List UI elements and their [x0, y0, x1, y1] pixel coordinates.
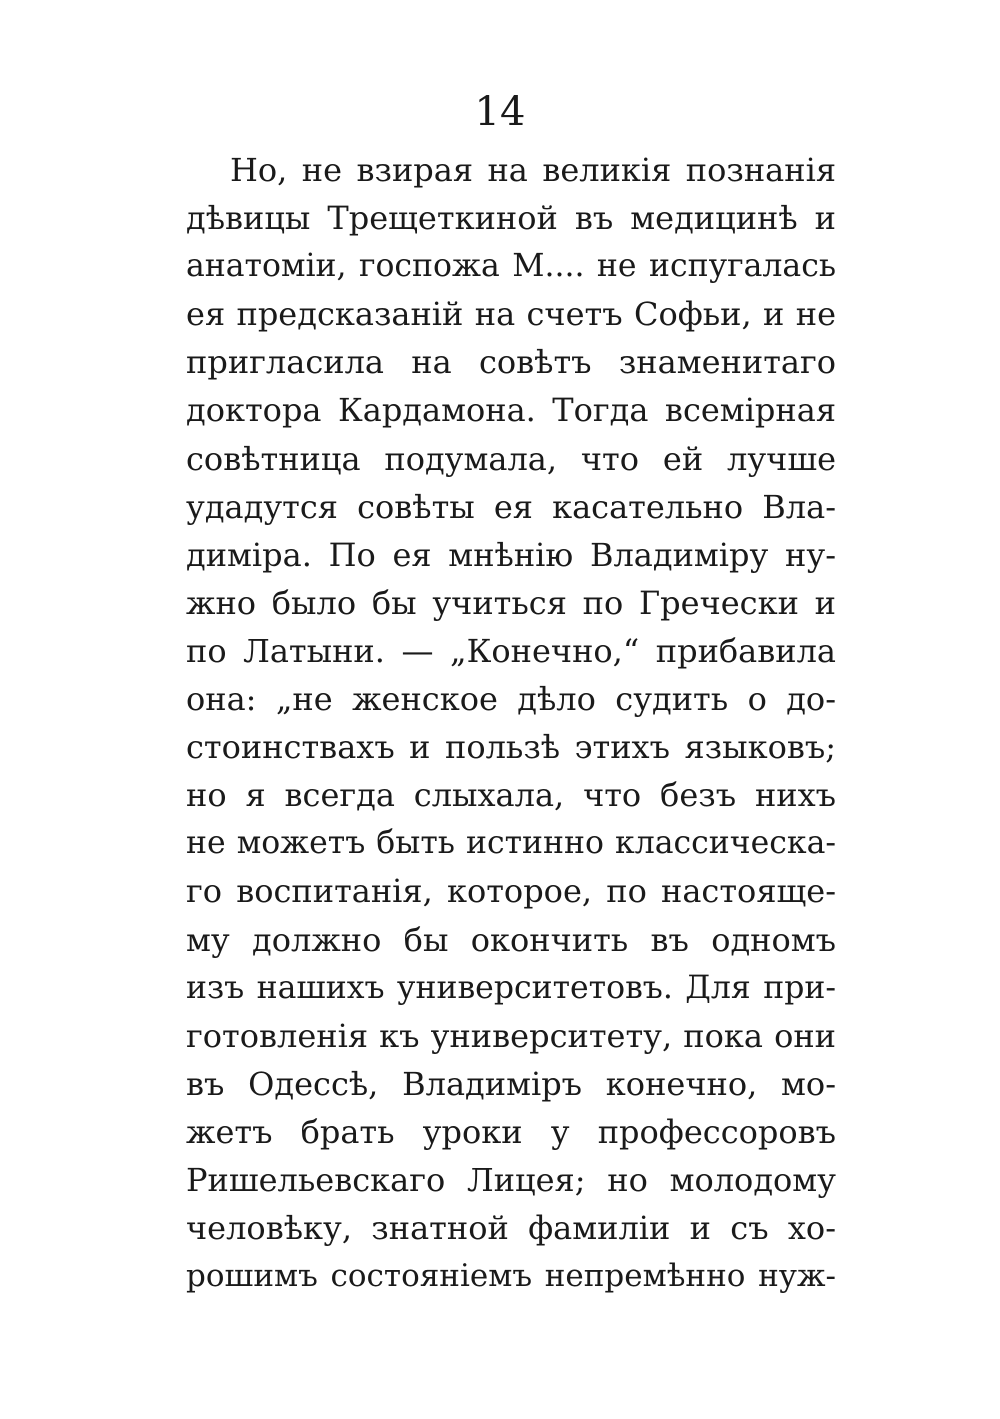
text-line: готовленія къ университету, пока они [186, 1016, 836, 1055]
text-line: доктора Кардамона. Тогда всемірная [186, 391, 836, 430]
body-text [186, 146, 836, 1300]
text-line: стоинствахъ и пользѣ этихъ языковъ; [186, 728, 836, 767]
text-line: человѣку, знатной фамиліи и съ хо- [186, 1209, 836, 1248]
text-line: по Латыни. — „Конечно,“ прибавила [186, 631, 836, 670]
text-line: въ Одессѣ, Владиміръ конечно, мо- [186, 1064, 836, 1103]
text-line: ея предсказаній на счетъ Софьи, и не [186, 295, 836, 334]
text-line: но я всегда слыхала, что безъ нихъ [186, 776, 836, 815]
text-line: Ришельевскаго Лицея; но молодому [186, 1160, 836, 1199]
text-line: пригласила на совѣтъ знаменитаго [186, 343, 836, 382]
text-line: она: „не женское дѣло судить о до- [186, 680, 836, 719]
text-line: не можетъ быть истинно классическа- [186, 825, 836, 862]
text-line: совѣтница подумала, что ей лучше [186, 439, 836, 478]
text-line: Но, не взирая на великія познанія [230, 151, 836, 189]
text-line: жетъ брать уроки у профессоровъ [186, 1112, 836, 1151]
text-line: удадутся совѣты ея касательно Вла- [186, 487, 836, 526]
text-line: диміра. По ея мнѣнію Владиміру ну- [186, 535, 836, 574]
text-line: рошимъ состояніемъ непремѣнно нуж- [186, 1258, 836, 1295]
page-number: 14 [474, 89, 526, 135]
text-line: анатоміи, госпожа М.... не испугалась [186, 248, 836, 285]
text-line: го воспитанія, которое, по настояще- [186, 872, 836, 911]
text-line: дѣвицы Трещеткиной въ медицинѣ и [186, 199, 836, 238]
text-line: жно было бы учиться по Гречески и [186, 583, 836, 622]
text-line: изъ нашихъ университетовъ. Для при- [186, 969, 836, 1006]
text-line: му должно бы окончить въ одномъ [186, 920, 836, 959]
